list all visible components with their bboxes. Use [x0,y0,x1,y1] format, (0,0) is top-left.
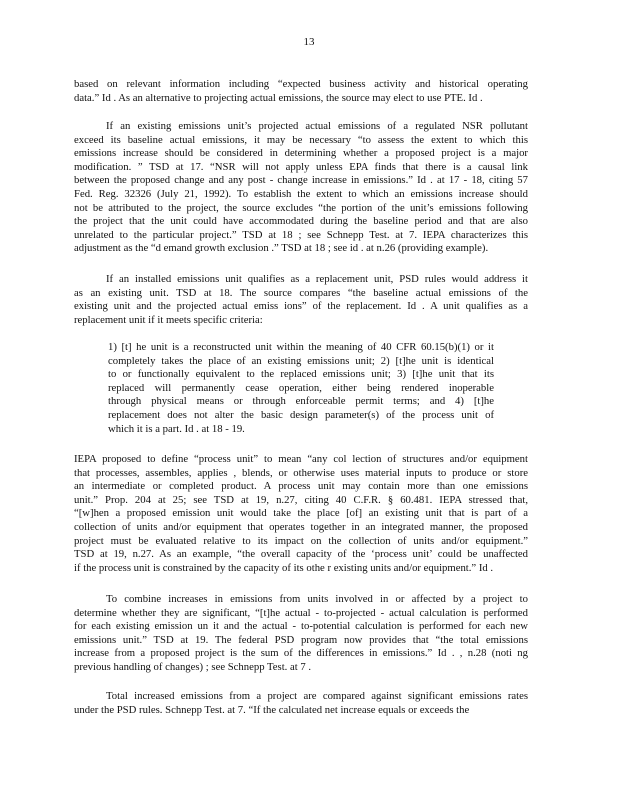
text-line: under the PSD rules. Schnepp Test. at 7. “If the calculated net increase equals or exceeds the [74,703,470,716]
text-line: unit.” Prop. 204 at 25; see TSD at 19, n.27, citing 40 C.F.R. § 60.481. IEPA stressed that, [74,493,528,506]
text-line: based on relevant information including “expected business activity and historical operating [74,78,528,90]
text-line: if the process unit is constrained by the capacity of its othe r existing units and/or equipment.” Id . [74,561,494,574]
text-line: TSD at 19, n.27. As an example, “the overall capacity of the ‘process unit’ could be unaffected [74,548,528,561]
text-line: that processes, assembles, applies , blends, or otherwise uses material inputs to produce or store [74,466,528,479]
paragraph-4 [74,453,528,575]
paragraph-3 [74,273,528,327]
text-line: for each existing emission un it and the actual - to-potential calculation is performed for each new [74,620,528,633]
text-line: To combine increases in emissions from units involved in or affected by a project to [106,593,528,605]
text-line: increase from a proposed project is the sum of the differences in emissions.” Id . , n.28 (noti ng [74,647,528,660]
text-line: modification. ” TSD at 17. “NSR will not apply unless EPA finds that there is a causal link [74,160,528,173]
text-line: replaced will permanently cease operation, either being rendered inoperable [108,381,494,394]
text-line: unrelated to the particular project.” TSD at 18 ; see Schnepp Test. at 7. IEPA characterizes this [74,228,528,241]
text-line: determine whether they are significant, “[t]he actual - to-projected - actual calculation is performed [74,606,528,619]
text-line: the project that the unit could have accommodated during the baseline period and that are also [74,215,528,228]
paragraph-1 [74,78,528,105]
text-line: IEPA proposed to define “process unit” to mean “any col lection of structures and/or equipment [74,453,528,465]
text-line: data.” Id . As an alternative to projecting actual emissions, the source may elect to use PTE. Id . [74,91,483,104]
paragraph-5 [74,593,528,675]
text-line: not be attributed to the project, the source excludes “the portion of the unit’s emissions following [74,201,528,214]
text-line: which it is a part. Id . at 18 - 19. [108,422,245,435]
text-line: replacement unit if it meets specific criteria: [74,313,263,326]
text-line: through physical means or through enforceable permit terms; and 4) [t]he [108,395,494,408]
text-line: adjustment as the “d emand growth exclusion .” TSD at 18 ; see id . at n.26 (providing example). [74,242,489,255]
text-line: If an existing emissions unit’s projected actual emissions of a regulated NSR pollutant [106,120,528,132]
text-line: completely takes the place of an existing emissions unit; 2) [t]he unit is identical [108,354,494,367]
text-line: project must be evaluated relative to its impact on the collection of units and/or equipment.” [74,534,528,547]
text-line: emissions increase should be considered in determining whether a proposed project is a major [74,147,528,160]
text-line: to or functionally equivalent to the replaced emissions unit; 3) [t]he unit that its [108,368,494,381]
text-line: an intermediate or completed product. A process unit may contain more than one emissions [74,480,528,493]
text-line: between the proposed change and any post - change increase in emissions.” Id . at 17 - 18, citing 57 [74,174,528,187]
paragraph-6 [74,690,528,717]
text-line: 1) [t] he unit is a reconstructed unit within the meaning of 40 CFR 60.15(b)(1) or it [108,341,494,353]
text-line: exceed its baseline actual emissions, it may be necessary “to assess the extent to which this [74,133,528,146]
text-line: Fed. Reg. 32326 (July 21, 1992). To establish the extent to which an emissions increase should [74,187,528,200]
text-line: as an existing unit. TSD at 18. The source compares “the baseline actual emissions of the [74,286,528,299]
text-line: “[w]hen a proposed emission unit would take the place [of] an existing unit that is part of a [74,507,528,520]
text-line: previous handling of changes) ; see Schnepp Test. at 7 . [74,660,312,673]
page-number: 13 [303,36,315,48]
text-line: Total increased emissions from a project are compared against significant emissions rates [106,690,528,702]
text-line: collection of units and/or equipment that operates together in an integrated manner, the proposed [74,520,528,533]
text-line: If an installed emissions unit qualifies as a replacement unit, PSD rules would address it [106,273,528,285]
paragraph-2 [74,120,528,256]
text-line: replacement does not alter the basic design parameter(s) of the process unit of [108,408,494,421]
text-line: existing unit and the projected actual emiss ions” of the replacement. Id . A unit qualifies as a [74,300,528,313]
block-quote [108,341,494,436]
text-line: emissions unit.” TSD at 19. The federal PSD program now provides that “the total emissions [74,633,528,646]
